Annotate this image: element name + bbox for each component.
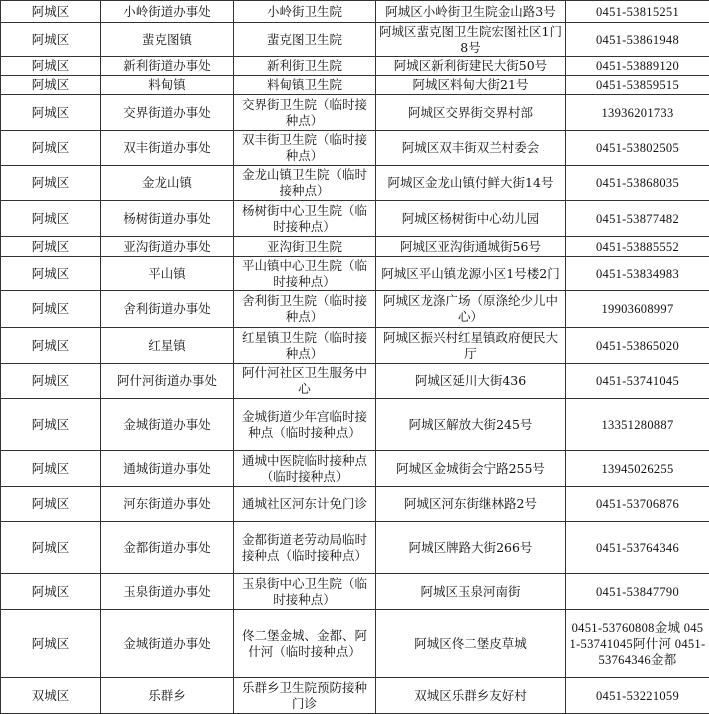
table-row (1, 95, 709, 131)
table-row (1, 291, 709, 328)
area-cell: 河东街道办事处 (101, 487, 234, 522)
district-cell: 阿城区 (1, 291, 101, 328)
district-cell: 阿城区 (1, 1, 101, 23)
address-cell: 阿城区河东街继林路2号 (376, 487, 566, 522)
site-cell: 通城社区河东计免门诊 (234, 487, 376, 522)
address-cell: 阿城区小岭街卫生院金山路3号 (376, 1, 566, 23)
phone-cell: 0451-53815251 (566, 1, 709, 23)
phone-cell: 0451-53221059 (566, 678, 709, 714)
address-cell: 阿城区龙涤广场（原涤纶少儿中心） (376, 291, 566, 328)
table-row (1, 166, 709, 201)
table-row (1, 131, 709, 166)
area-cell: 新利街道办事处 (101, 57, 234, 76)
site-cell: 交界街卫生院（临时接种点） (234, 95, 376, 131)
table-row (1, 23, 709, 57)
table-row (1, 328, 709, 364)
area-cell: 金城街道办事处 (101, 610, 234, 678)
district-cell: 阿城区 (1, 201, 101, 237)
phone-cell: 0451-53706876 (566, 487, 709, 522)
address-cell: 阿城区金龙山镇付鲜大街14号 (376, 166, 566, 201)
address-cell: 阿城区双丰街双兰村委会 (376, 131, 566, 166)
site-cell: 料甸镇卫生院 (234, 76, 376, 95)
area-cell: 金都街道办事处 (101, 522, 234, 574)
district-cell: 阿城区 (1, 399, 101, 451)
table-row (1, 76, 709, 95)
site-cell: 阿什河社区卫生服务中心 (234, 364, 376, 399)
address-cell: 阿城区玉泉河南街 (376, 574, 566, 610)
table-row (1, 522, 709, 574)
area-cell: 料甸镇 (101, 76, 234, 95)
area-cell: 金龙山镇 (101, 166, 234, 201)
table-row (1, 57, 709, 76)
site-cell: 玉泉街中心卫生院（临时接种点） (234, 574, 376, 610)
district-cell: 阿城区 (1, 76, 101, 95)
area-cell: 红星镇 (101, 328, 234, 364)
district-cell: 阿城区 (1, 451, 101, 487)
area-cell: 乐群乡 (101, 678, 234, 714)
district-cell: 阿城区 (1, 610, 101, 678)
district-cell: 阿城区 (1, 166, 101, 201)
address-cell: 阿城区料甸大街21号 (376, 76, 566, 95)
phone-cell: 0451-53861948 (566, 23, 709, 57)
site-cell: 杨树街中心卫生院（临时接种点） (234, 201, 376, 237)
site-cell: 金都街道老劳动局临时接种点（临时接种点） (234, 522, 376, 574)
phone-cell: 0451-53847790 (566, 574, 709, 610)
area-cell: 通城街道办事处 (101, 451, 234, 487)
area-cell: 蜚克图镇 (101, 23, 234, 57)
district-cell: 阿城区 (1, 328, 101, 364)
site-cell: 亚沟街卫生院 (234, 237, 376, 257)
phone-cell: 0451-53877482 (566, 201, 709, 237)
district-cell: 阿城区 (1, 131, 101, 166)
phone-cell: 13936201733 (566, 95, 709, 131)
area-cell: 交界街道办事处 (101, 95, 234, 131)
district-cell: 阿城区 (1, 237, 101, 257)
phone-cell: 0451-53889120 (566, 57, 709, 76)
phone-cell: 13945026255 (566, 451, 709, 487)
site-cell: 通城中医院临时接种点（临时接种点） (234, 451, 376, 487)
area-cell: 双丰街道办事处 (101, 131, 234, 166)
phone-cell: 0451-53760808金城 0451-53741045阿什河 0451-53764346金都 (566, 610, 709, 678)
address-cell: 阿城区佟二堡皮草城 (376, 610, 566, 678)
district-cell: 阿城区 (1, 95, 101, 131)
site-cell: 双丰街卫生院（临时接种点） (234, 131, 376, 166)
site-cell: 平山镇中心卫生院（临时接种点） (234, 257, 376, 291)
district-cell: 阿城区 (1, 522, 101, 574)
phone-cell: 0451-53741045 (566, 364, 709, 399)
phone-cell: 0451-53764346 (566, 522, 709, 574)
site-cell: 金城街道少年宫临时接种点（临时接种点） (234, 399, 376, 451)
address-cell: 阿城区亚沟街通城街56号 (376, 237, 566, 257)
phone-cell: 0451-53885552 (566, 237, 709, 257)
address-cell: 阿城区解放大街245号 (376, 399, 566, 451)
table-row (1, 237, 709, 257)
address-cell: 阿城区杨树街中心幼儿园 (376, 201, 566, 237)
address-cell: 阿城区延川大街436 (376, 364, 566, 399)
district-cell: 阿城区 (1, 487, 101, 522)
table-row (1, 451, 709, 487)
area-cell: 玉泉街道办事处 (101, 574, 234, 610)
table-row (1, 364, 709, 399)
site-cell: 乐群乡卫生院预防接种门诊 (234, 678, 376, 714)
district-cell: 阿城区 (1, 57, 101, 76)
phone-cell: 19903608997 (566, 291, 709, 328)
phone-cell: 0451-53868035 (566, 166, 709, 201)
district-cell: 阿城区 (1, 23, 101, 57)
table-row (1, 399, 709, 451)
address-cell: 阿城区平山镇龙源小区1号楼2门 (376, 257, 566, 291)
area-cell: 亚沟街道办事处 (101, 237, 234, 257)
table-row (1, 257, 709, 291)
district-cell: 阿城区 (1, 364, 101, 399)
phone-cell: 0451-53865020 (566, 328, 709, 364)
area-cell: 舍利街道办事处 (101, 291, 234, 328)
site-cell: 红星镇卫生院（临时接种点） (234, 328, 376, 364)
district-cell: 阿城区 (1, 574, 101, 610)
phone-cell: 13351280887 (566, 399, 709, 451)
phone-cell: 0451-53802505 (566, 131, 709, 166)
address-cell: 阿城区金城街会宁路255号 (376, 451, 566, 487)
site-cell: 金龙山镇卫生院（临时接种点） (234, 166, 376, 201)
address-cell: 阿城区交界街交界村部 (376, 95, 566, 131)
area-cell: 平山镇 (101, 257, 234, 291)
site-cell: 佟二堡金城、金都、阿什河（临时接种点） (234, 610, 376, 678)
site-cell: 小岭街卫生院 (234, 1, 376, 23)
table-row (1, 487, 709, 522)
table-row (1, 610, 709, 678)
address-cell: 阿城区牌路大街266号 (376, 522, 566, 574)
table-row (1, 574, 709, 610)
phone-cell: 0451-53859515 (566, 76, 709, 95)
address-cell: 阿城区新利街建民大街50号 (376, 57, 566, 76)
phone-cell: 0451-53834983 (566, 257, 709, 291)
area-cell: 杨树街道办事处 (101, 201, 234, 237)
district-cell: 双城区 (1, 678, 101, 714)
district-cell: 阿城区 (1, 257, 101, 291)
area-cell: 小岭街道办事处 (101, 1, 234, 23)
area-cell: 阿什河街道办事处 (101, 364, 234, 399)
site-cell: 蜚克图卫生院 (234, 23, 376, 57)
table-row (1, 201, 709, 237)
address-cell: 阿城区蜚克图卫生院宏图社区1门8号 (376, 23, 566, 57)
address-cell: 阿城区振兴村红星镇政府便民大厅 (376, 328, 566, 364)
site-cell: 舍利街卫生院（临时接种点） (234, 291, 376, 328)
area-cell: 金城街道办事处 (101, 399, 234, 451)
table-row (1, 1, 709, 23)
site-cell: 新利街卫生院 (234, 57, 376, 76)
table-body (1, 1, 709, 714)
table-row (1, 678, 709, 714)
address-cell: 双城区乐群乡友好村 (376, 678, 566, 714)
